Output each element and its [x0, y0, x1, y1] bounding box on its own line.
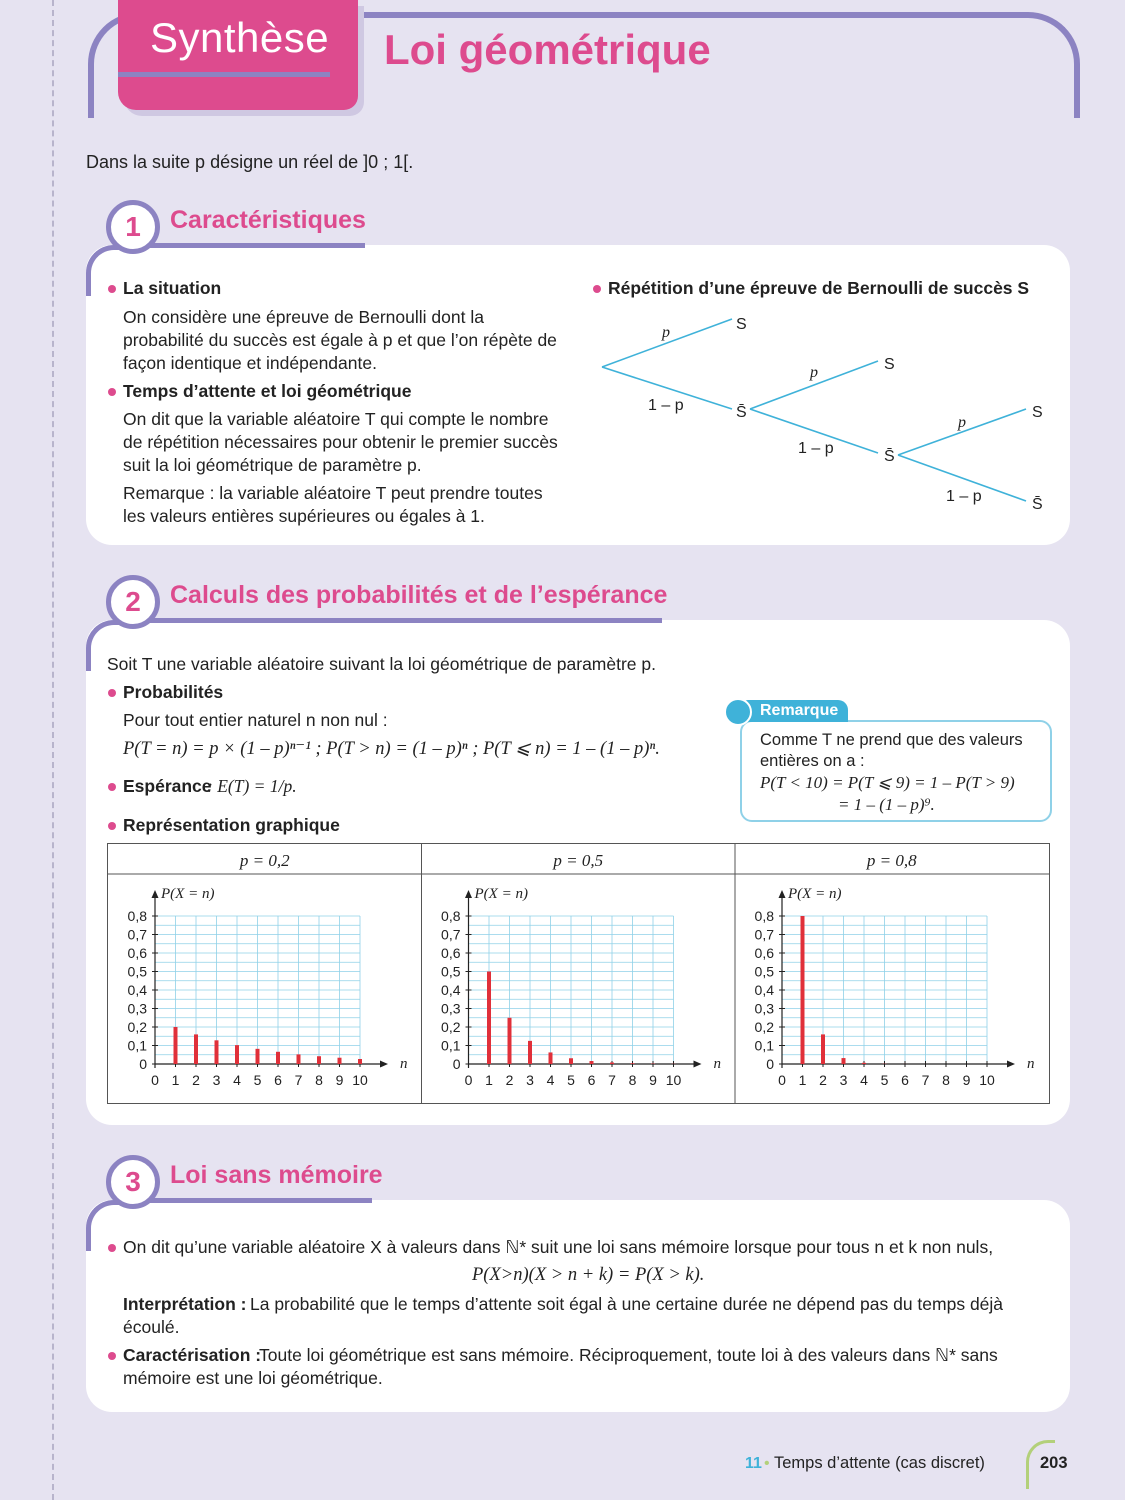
y-axis-label: P(X = n)	[161, 886, 215, 902]
bar	[549, 1052, 553, 1064]
y-tick-label: 0,8	[127, 908, 147, 924]
y-tick-label: 0,1	[754, 1037, 774, 1054]
interpretation-heading: Interprétation :	[123, 1294, 247, 1314]
x-tick-label: 4	[860, 1072, 868, 1088]
probability-tree	[590, 305, 1060, 525]
remark-line-1: Remarque : la variable aléatoire T peut prendre toutes	[123, 483, 543, 503]
x-tick-label: 10	[979, 1072, 995, 1088]
footer-label: Temps d’attente (cas discret)	[774, 1454, 985, 1472]
x-tick-label: 9	[335, 1072, 344, 1088]
remark-text-1: Comme T ne prend que des valeurs	[760, 731, 1023, 749]
bar	[215, 1040, 219, 1064]
attente-line-1: On dit que la variable aléatoire T qui compte le nombre	[123, 409, 549, 429]
bullet-icon	[108, 783, 116, 791]
chart-title: p = 0,5	[553, 851, 604, 870]
tree-heading: Répétition d’une épreuve de Bernoulli de succès S	[608, 278, 1030, 298]
tree-label-q: 1 – p	[946, 488, 982, 505]
bar	[862, 1063, 866, 1064]
section-3-number: 3	[106, 1155, 160, 1209]
y-axis-arrow	[779, 890, 786, 898]
y-axis-label: P(X = n)	[788, 886, 842, 902]
y-tick-label: 0,3	[754, 1000, 774, 1017]
x-axis-label: n	[400, 1056, 408, 1072]
x-tick-label: 4	[546, 1072, 555, 1088]
bar	[358, 1059, 362, 1064]
y-tick-label: 0,4	[441, 982, 461, 998]
charts-table	[107, 843, 1050, 1104]
bar	[610, 1063, 614, 1064]
probabilites-heading: Probabilités	[123, 682, 224, 702]
charts-svg	[108, 844, 1049, 1103]
situation-line-2: probabilité du succès est égale à p et que l’on répète de	[123, 330, 557, 350]
interpretation-line-2: écoulé.	[123, 1317, 180, 1337]
y-tick-label: 0,6	[754, 945, 774, 961]
tree-node-sbar: S̄	[1032, 496, 1043, 513]
margin-dashed-line	[52, 0, 54, 1500]
probabilites-line: Pour tout entier naturel n non nul :	[123, 710, 388, 730]
x-tick-label: 1	[798, 1072, 807, 1088]
bar	[338, 1058, 342, 1064]
y-tick-label: 0,2	[127, 1019, 147, 1035]
y-tick-label: 0,8	[441, 908, 461, 924]
x-tick-label: 7	[608, 1072, 616, 1088]
esperance-heading: Espérance	[123, 776, 212, 796]
y-tick-label: 0,4	[127, 982, 147, 998]
y-tick-label: 0,3	[127, 1000, 147, 1017]
bar	[590, 1061, 594, 1064]
y-tick-label: 0,6	[441, 945, 461, 961]
x-tick-label: 2	[819, 1072, 827, 1088]
bar	[235, 1045, 239, 1064]
remark-text-3: P(T < 10) = P(T ⩽ 9) = 1 – P(T > 9)	[760, 773, 1015, 792]
section-1-title: Caractéristiques	[170, 206, 366, 234]
x-tick-label: 5	[567, 1072, 575, 1088]
graph-heading: Représentation graphique	[123, 815, 340, 835]
section-2-bar	[150, 618, 662, 623]
tree-node-s: S	[884, 356, 895, 373]
interpretation-line-1: La probabilité que le temps d’attente soit égal à une certaine durée ne dépend pas du temps déjà	[250, 1294, 1004, 1314]
tree-label-p: p	[958, 414, 966, 431]
x-tick-label: 5	[880, 1072, 889, 1088]
x-tick-label: 10	[665, 1072, 682, 1088]
tree-node-sbar: S̄	[736, 404, 747, 421]
x-tick-label: 5	[253, 1072, 262, 1088]
y-tick-label: 0,3	[441, 1000, 461, 1017]
tree-label-p: p	[810, 364, 818, 381]
bar	[821, 1034, 825, 1064]
tree-node-s: S	[736, 316, 747, 333]
bar	[487, 972, 491, 1065]
x-tick-label: 8	[315, 1072, 323, 1088]
tree-label-p: p	[662, 324, 670, 341]
bar	[297, 1054, 301, 1064]
y-tick-label: 0,2	[441, 1019, 461, 1035]
y-tick-label: 0,8	[754, 908, 774, 924]
y-tick-label: 0,7	[127, 926, 147, 943]
y-tick-label: 0,1	[441, 1037, 461, 1054]
bar	[174, 1027, 178, 1064]
memoire-line-1: On dit qu’une variable aléatoire X à valeurs dans ℕ* suit une loi sans mémoire lorsque pour tous n et k non nuls,	[123, 1237, 994, 1257]
caracterisation-line-1: Toute loi géométrique est sans mémoire. Réciproquement, toute loi à des valeurs dans ℕ* sans	[259, 1345, 998, 1365]
x-tick-label: 7	[294, 1072, 303, 1088]
y-tick-label: 0	[766, 1056, 774, 1072]
bar	[276, 1052, 280, 1064]
x-tick-label: 6	[587, 1072, 596, 1088]
page-number: 203	[1040, 1454, 1068, 1472]
intro-text: Dans la suite p désigne un réel de ]0 ; 1[.	[86, 152, 414, 172]
y-tick-label: 0	[452, 1056, 461, 1072]
bullet-icon	[108, 388, 116, 396]
x-tick-label: 3	[212, 1072, 221, 1088]
x-tick-label: 1	[171, 1072, 180, 1088]
x-tick-label: 2	[192, 1072, 200, 1088]
bullet-icon	[108, 1244, 116, 1252]
y-axis-label: P(X = n)	[474, 886, 528, 902]
footer-separator: •	[764, 1455, 770, 1472]
tree-label-q: 1 – p	[798, 440, 834, 457]
page-title: Loi géométrique	[384, 26, 711, 73]
y-tick-label: 0,6	[127, 945, 147, 961]
x-axis-arrow	[380, 1061, 388, 1068]
x-tick-label: 1	[485, 1072, 493, 1088]
x-tick-label: 8	[942, 1072, 950, 1088]
x-tick-label: 0	[151, 1072, 159, 1088]
x-axis-label: n	[713, 1056, 721, 1072]
attente-heading: Temps d’attente et loi géométrique	[123, 381, 412, 401]
esperance-formula: : E(T) = 1/p.	[207, 776, 297, 796]
remark-tag: Remarque	[738, 700, 848, 722]
footer-chapter: 11	[745, 1455, 762, 1472]
magnifier-icon	[724, 698, 752, 726]
x-tick-label: 9	[649, 1072, 657, 1088]
bar	[317, 1056, 321, 1064]
probability-formulas: P(T = n) = p × (1 – p)ⁿ⁻¹ ; P(T > n) = (1 – p)ⁿ ; P(T ⩽ n) = 1 – (1 – p)ⁿ.	[123, 739, 660, 759]
bar	[801, 916, 805, 1064]
section-2-number: 2	[106, 575, 160, 629]
soit-text: Soit T une variable aléatoire suivant la loi géométrique de paramètre p.	[107, 654, 656, 674]
bullet-icon	[108, 689, 116, 697]
section-1-bar	[150, 243, 365, 248]
y-axis-arrow	[465, 890, 472, 898]
section-1-number: 1	[106, 200, 160, 254]
x-tick-label: 8	[628, 1072, 637, 1088]
x-tick-label: 9	[962, 1072, 971, 1088]
tree-node-sbar: S̄	[884, 448, 895, 465]
bar	[528, 1041, 532, 1064]
x-tick-label: 7	[921, 1072, 930, 1088]
x-tick-label: 3	[839, 1072, 848, 1088]
bar	[842, 1058, 846, 1064]
caracterisation-line-2: mémoire est une loi géométrique.	[123, 1368, 383, 1388]
tag-underline	[118, 72, 330, 77]
situation-line-1: On considère une épreuve de Bernoulli dont la	[123, 307, 484, 327]
tag-label: Synthèse	[150, 14, 330, 61]
tree-node-s: S	[1032, 404, 1043, 421]
chart-title: p = 0,8	[866, 851, 917, 870]
y-axis-arrow	[152, 890, 159, 898]
section-3-title: Loi sans mémoire	[170, 1161, 383, 1189]
attente-line-2: de répétition nécessaires pour obtenir le premier succès	[123, 432, 558, 452]
situation-line-3: façon identique et indépendante.	[123, 353, 377, 373]
x-axis-label: n	[1027, 1056, 1035, 1072]
x-tick-label: 4	[233, 1072, 241, 1088]
bar	[569, 1058, 573, 1064]
x-tick-label: 6	[274, 1072, 282, 1088]
memoire-formula: P(X>n)(X > n + k) = P(X > k).	[472, 1265, 705, 1285]
bar	[194, 1034, 198, 1064]
section-3-bar	[150, 1198, 372, 1203]
y-tick-label: 0,2	[754, 1019, 774, 1035]
bullet-icon	[108, 822, 116, 830]
y-tick-label: 0,7	[754, 926, 774, 943]
bar	[256, 1049, 260, 1064]
x-tick-label: 3	[526, 1072, 534, 1088]
x-axis-arrow	[694, 1061, 702, 1068]
tree-label-q: 1 – p	[648, 397, 684, 414]
section-2-title: Calculs des probabilités et de l’espérance	[170, 581, 668, 609]
remark-text-4: = 1 – (1 – p)⁹.	[838, 795, 935, 814]
y-tick-label: 0,7	[441, 926, 461, 943]
x-tick-label: 2	[505, 1072, 514, 1088]
x-tick-label: 10	[352, 1072, 368, 1088]
remark-line-2: les valeurs entières supérieures ou égales à 1.	[123, 506, 485, 526]
attente-line-3: suit la loi géométrique de paramètre p.	[123, 455, 422, 475]
caracterisation-heading: Caractérisation :	[123, 1345, 262, 1365]
situation-heading: La situation	[123, 278, 222, 298]
y-tick-label: 0	[139, 1056, 147, 1072]
x-tick-label: 0	[464, 1072, 473, 1088]
bullet-icon	[593, 285, 601, 293]
bar	[631, 1063, 635, 1064]
y-tick-label: 0,5	[127, 963, 147, 980]
bar	[508, 1018, 512, 1064]
x-tick-label: 6	[901, 1072, 909, 1088]
x-tick-label: 0	[778, 1072, 786, 1088]
chart-title: p = 0,2	[239, 851, 290, 870]
y-tick-label: 0,5	[754, 963, 774, 980]
y-tick-label: 0,1	[127, 1037, 147, 1054]
x-axis-arrow	[1007, 1061, 1015, 1068]
y-tick-label: 0,4	[754, 982, 774, 998]
bullet-icon	[108, 285, 116, 293]
remark-text-2: entières on a :	[760, 752, 865, 770]
y-tick-label: 0,5	[441, 963, 461, 980]
bullet-icon	[108, 1352, 116, 1360]
